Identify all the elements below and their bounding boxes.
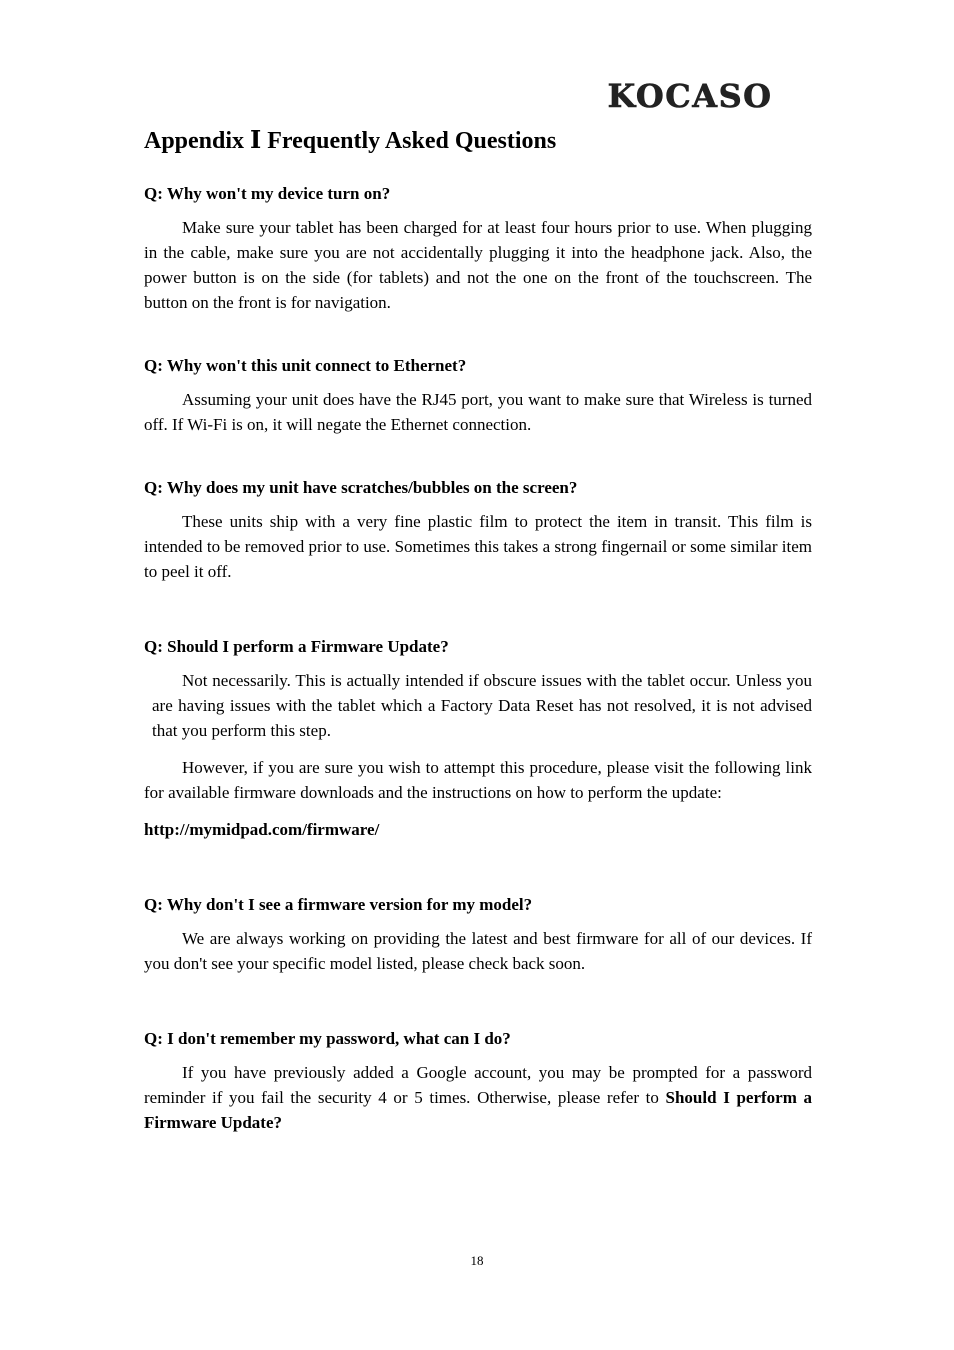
faq-answer: These units ship with a very fine plastic film to protect the item in transit. This film is intended to be removed prior to use. Sometimes this takes a strong fingernail or some similar item to peel it off. — [144, 512, 812, 581]
faq-item — [144, 181, 812, 315]
faq-question: Q: Why don't I see a firmware version for my model? — [144, 895, 533, 914]
faq-item — [144, 353, 812, 437]
faq-answer-continued: However, if you are sure you wish to attempt this procedure, please visit the following link for available firmware downloads and the instructions on how to perform the update: — [144, 758, 812, 802]
kocaso-logo-svg — [583, 78, 798, 114]
faq-question: Q: Why won't my device turn on? — [144, 184, 391, 203]
faq-question: Q: Why does my unit have scratches/bubbles on the screen? — [144, 478, 578, 497]
faq-item — [144, 475, 812, 584]
faq-answer — [144, 1060, 812, 1135]
faq-item — [144, 1026, 812, 1135]
faq-question: Q: Why won't this unit connect to Ethernet? — [144, 356, 467, 375]
faq-answer: Not necessarily. This is actually intended if obscure issues with the tablet occur. Unless you are having issues with the tablet which a Factory Data Reset has not resolved, it is not advised that you perform this step. — [152, 671, 812, 740]
faq-question: Q: I don't remember my password, what can I do? — [144, 1029, 511, 1048]
firmware-link[interactable]: http://mymidpad.com/firmware/ — [144, 820, 380, 839]
svg-text:KOCASO: KOCASO — [607, 78, 773, 114]
faq-document — [144, 123, 812, 1135]
faq-answer: Make sure your tablet has been charged for at least four hours prior to use. When plugging in the cable, make sure you are not accidentally plugging it into the headphone jack. Also, the power button is on the side (for tablets) and not the one on the front of the touchscreen. The button on the front is for navigation. — [144, 218, 812, 312]
faq-item — [144, 634, 812, 842]
faq-item — [144, 892, 812, 976]
faq-answer-text: If you have previously added a Google account, you may be prompted for a password reminder if you fail the security 4 or 5 times. Otherwise, please refer to — [144, 1063, 812, 1107]
page-title: Appendix Ⅰ Frequently Asked Questions — [144, 128, 557, 154]
page-number: 18 — [470, 1253, 484, 1268]
faq-answer-reference: Should I perform a Firmware Update? — [144, 1088, 812, 1132]
kocaso-logo — [583, 78, 798, 114]
faq-question: Q: Should I perform a Firmware Update? — [144, 637, 449, 656]
faq-answer: We are always working on providing the latest and best firmware for all of our devices. If you don't see your specific model listed, please check back soon. — [144, 929, 812, 973]
faq-answer: Assuming your unit does have the RJ45 port, you want to make sure that Wireless is turned off. If Wi-Fi is on, it will negate the Ethernet connection. — [144, 390, 812, 434]
